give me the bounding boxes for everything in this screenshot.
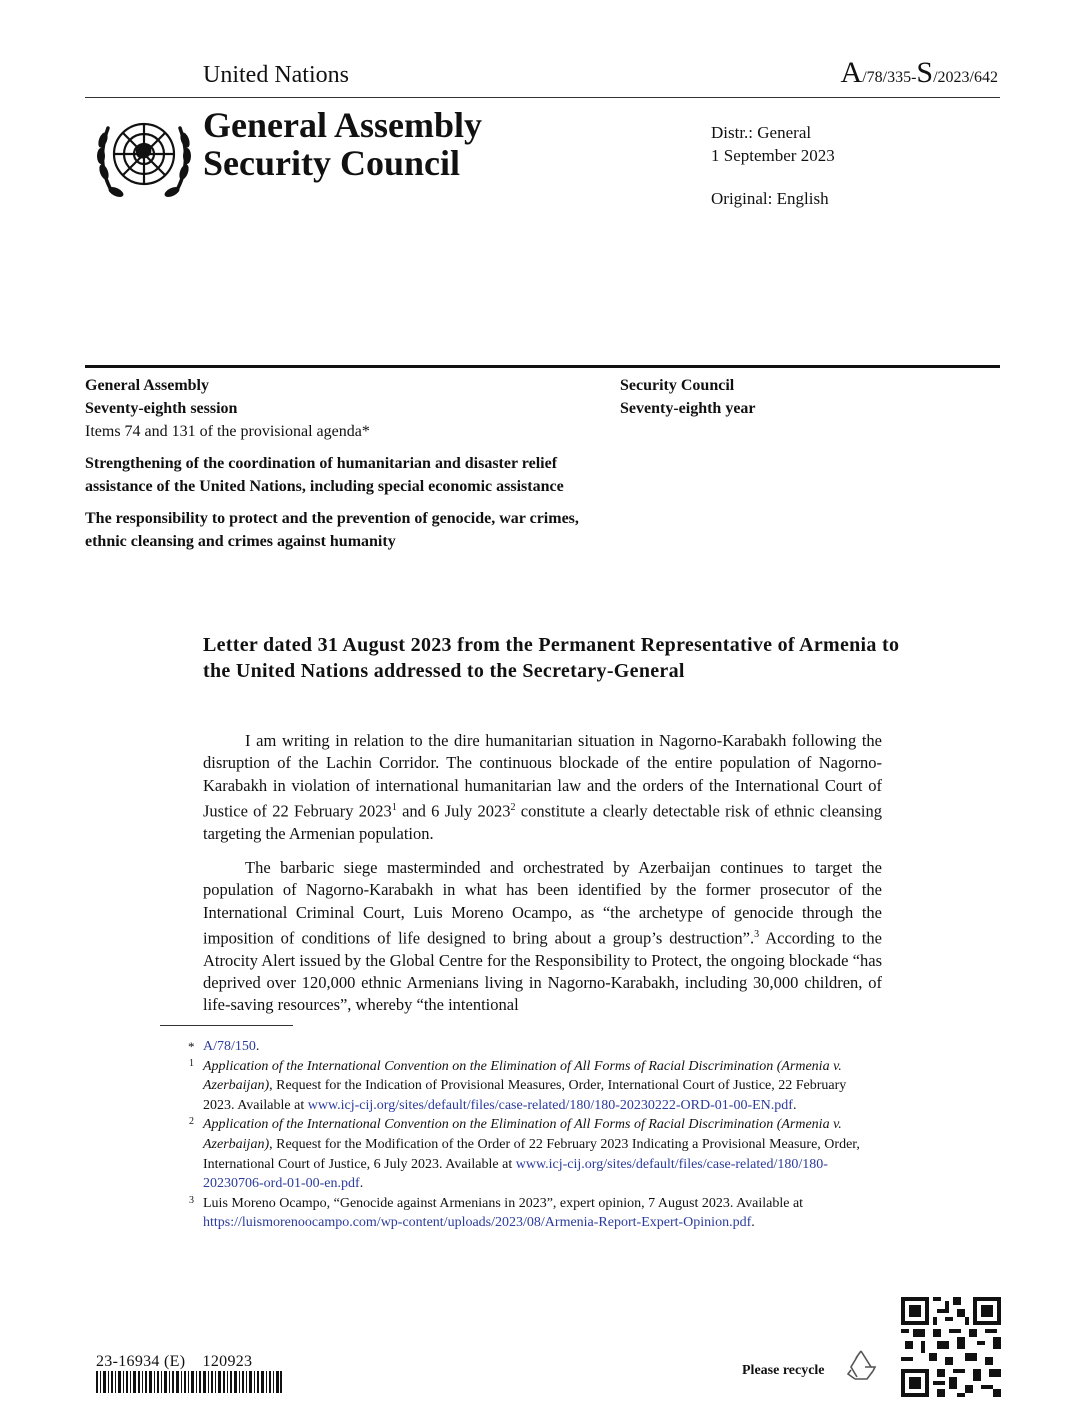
p2-text-a: The barbaric siege masterminded and orchestrated by Azerbaijan continues to target the population of Nagorno-Karabakh in what has been identified by the former prosecutor of the International Criminal Court, Luis Moreno Ocampo, as “the archetype of genocide through the imposition of conditions of life designed to bring about a group’s destruction”. [203,857,882,948]
footnote-ref-1[interactable]: 1 [391,801,397,813]
footnote-2-link[interactable]: www.icj-cij.org/sites/default/files/case-related/180/180-20230706-ord-01-00-en.pdf [203,1156,828,1192]
symbol-a-number: /78/335- [862,69,917,86]
footnote-2 [160,1115,872,1193]
symbol-a: A [840,56,863,89]
heading-security-council: Security Council [203,143,460,183]
footnote-ref-2[interactable]: 2 [510,801,516,813]
footnote-2-text: , Request for the Modification of the Order of 22 February 2023 Indicating a Provisional Measure, Order, International Court of Justice, 6 July 2023. Available at [203,1136,860,1172]
footnote-star-link[interactable]: A/78/150 [203,1039,256,1054]
original-language: Original: English [711,189,829,208]
paragraph-2 [203,857,882,1017]
footnotes [160,1037,872,1233]
footnote-1 [160,1057,872,1116]
footnote-3-text: Luis Moreno Ocampo, “Genocide against Armenians in 2023”, expert opinion, 7 August 2023. Available at [203,1195,804,1211]
document-symbol [841,56,998,90]
qr-code-icon[interactable] [901,1297,1001,1397]
security-council-block [620,374,756,420]
ga-session: Seventy-eighth session [85,400,238,417]
distribution-block [711,121,835,167]
issue-date: 1 September 2023 [711,146,835,165]
footnote-3 [160,1194,872,1233]
p1-text-b: and 6 July 2023 [396,801,511,821]
footnote-3-mark: 3 [189,1194,194,1206]
distribution: Distr.: General [711,123,812,142]
barcode-icon [96,1371,282,1393]
symbol-s: S [916,56,934,89]
footnote-star-mark: * [188,1039,195,1054]
document-heading [203,106,482,182]
recycle-icon [844,1348,878,1382]
recycle-label: Please recycle [742,1363,825,1378]
sc-body: Security Council [620,377,735,394]
heading-general-assembly: General Assembly [203,105,482,145]
footnote-1-end: . [792,1097,797,1113]
paragraph-1 [203,730,882,845]
footnote-1-mark: 1 [189,1057,194,1069]
footnote-rule [160,1025,293,1026]
footnote-2-end: . [359,1176,364,1192]
footnote-star [160,1037,872,1057]
footnote-1-text: , Request for the Indication of Provisional Measures, Order, International Court of Justice, 22 February 2023. Available at [203,1078,847,1113]
ga-body: General Assembly [85,377,209,394]
organization-name: United Nations [203,62,349,88]
letter-title: Letter dated 31 August 2023 from the Permanent Representative of Armenia to the United Nations addressed to the Secretary-General [203,634,900,682]
agenda-item-responsibility: The responsibility to protect and the prevention of genocide, war crimes, ethnic cleansing and crimes against humanity [85,510,579,550]
ga-items: Items 74 and 131 of the provisional agenda* [85,423,370,440]
footnote-2-mark: 2 [189,1116,194,1128]
agenda-item-humanitarian: Strengthening of the coordination of humanitarian and disaster relief assistance of the United Nations, including special economic assistance [85,455,564,495]
p2-text-b: According to the Atrocity Alert issued by the Global Centre for the Responsibility to Protect, the ongoing blockade “has deprived over 120,000 ethnic Armenians living in Nagorno-Karabakh, including 30,000 children, of life-saving resources”, whereby “the intentional [203,928,882,1015]
section-rule [85,365,1000,368]
footnote-ref-3[interactable]: 3 [754,928,760,940]
footnote-3-link[interactable]: https://luismorenoocampo.com/wp-content/uploads/2023/08/Armenia-Report-Expert-Opinion.pdf [203,1215,752,1231]
footnote-1-link[interactable]: www.icj-cij.org/sites/default/files/case-related/180/180-20230222-ORD-01-00-EN.pdf [307,1097,793,1113]
p1-text-a: I am writing in relation to the dire humanitarian situation in Nagorno-Karabakh following the disruption of the Lachin Corridor. The continuous blockade of the entire population of Nagorno-Karabakh in violation of international humanitarian law and the orders of the International Court of Justice of 22 February 2023 [203,731,882,821]
un-emblem-icon [92,110,196,206]
footnote-1-case-title: Application of the International Convention on the Elimination of All Forms of Racial Discrimination (Armenia v. Azerbaijan) [203,1058,842,1094]
p1-text-c: constitute a clearly detectable risk of ethnic cleansing targeting the Armenian population. [203,801,883,843]
symbol-s-number: /2023/642 [933,69,998,86]
header-rule [85,97,1000,98]
job-number: 23-16934 (E) 120923 [96,1353,253,1370]
footnote-2-case-title: Application of the International Convention on the Elimination of All Forms of Racial Discrimination (Armenia v. Azerbaijan) [203,1117,842,1152]
general-assembly-agenda [85,374,585,553]
footnote-3-end: . [751,1215,755,1231]
sc-year: Seventy-eighth year [620,400,756,417]
footnote-star-end: . [255,1039,260,1054]
letter-body [203,730,882,1029]
